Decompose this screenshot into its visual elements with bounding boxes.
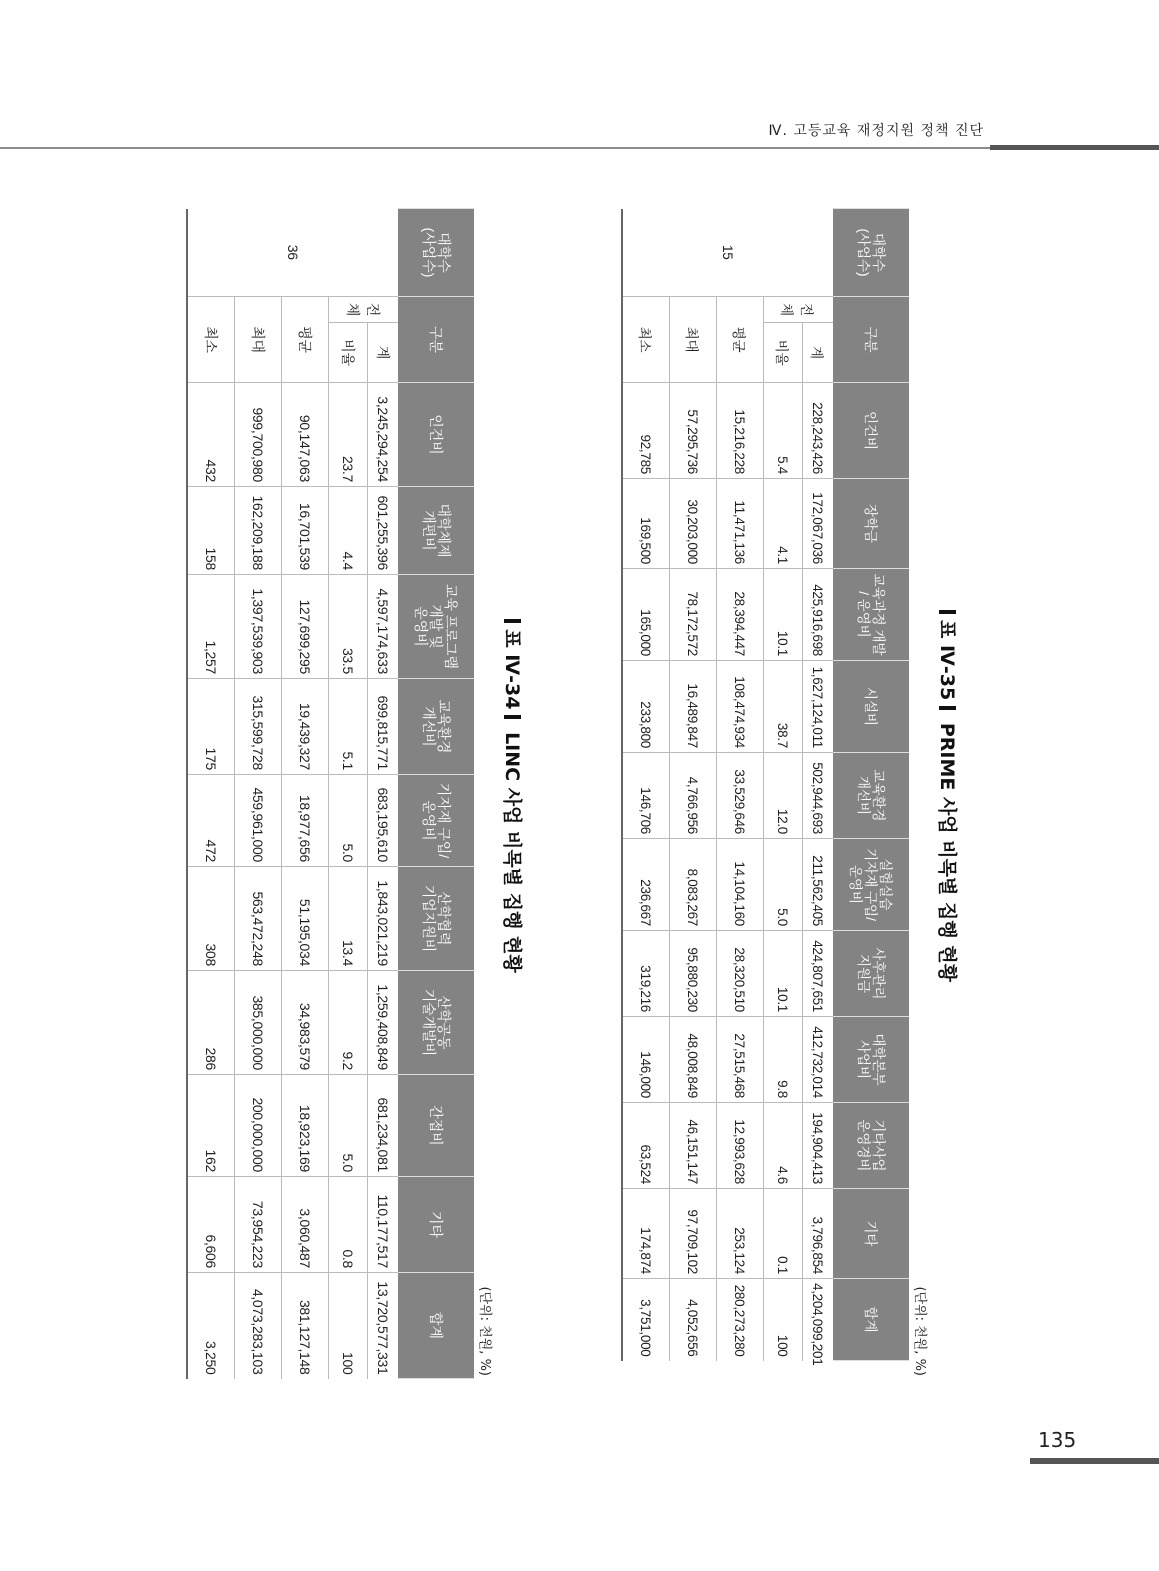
table-row — [282, 209, 329, 1379]
cell-value: 200,000,000 — [235, 1075, 282, 1177]
table-row — [235, 209, 282, 1379]
cell-value: 13.4 — [329, 867, 368, 971]
cell-value: 57,295,736 — [670, 383, 717, 479]
cell-value: 286 — [187, 971, 235, 1075]
cell-value: 385,000,000 — [235, 971, 282, 1075]
cell-value: 162 — [187, 1075, 235, 1177]
table-caption: PRIME 사업 비목별 집행 현황 — [936, 722, 958, 982]
cell-value: 92,785 — [622, 383, 670, 479]
cell-value: 97,709,102 — [670, 1189, 717, 1279]
column-header: 간접비 — [398, 1075, 474, 1177]
column-header: 교육환경 개선비 — [398, 679, 474, 775]
header-rule-accent — [990, 145, 1159, 150]
column-header: 합계 — [833, 1279, 909, 1361]
row-label: 비율 — [329, 323, 368, 383]
column-header: 기타사업 운영경비 — [833, 1103, 909, 1189]
cell-value: 46,151,147 — [670, 1103, 717, 1189]
cell-value: 1,257 — [187, 575, 235, 679]
cell-value: 4,204,099,201 — [803, 1279, 834, 1361]
prime-expense-table — [621, 208, 909, 1457]
cell-value: 90,147,063 — [282, 383, 329, 487]
cell-value: 162,209,188 — [235, 487, 282, 575]
cell-value: 10.1 — [764, 569, 803, 661]
cell-value: 5.4 — [764, 383, 803, 479]
cell-value: 681,234,081 — [368, 1075, 399, 1177]
column-header: 인건비 — [398, 383, 474, 487]
cell-value: 18,923,169 — [282, 1075, 329, 1177]
cell-value: 110,177,517 — [368, 1177, 399, 1273]
cell-value: 165,000 — [622, 569, 670, 661]
cell-value: 16,489,847 — [670, 661, 717, 753]
cell-value: 4,766,956 — [670, 753, 717, 839]
column-header: 교육 프로그램 개발 및 운영비 — [398, 575, 474, 679]
cell-value: 4,073,283,103 — [235, 1273, 282, 1379]
column-header: 시설비 — [833, 661, 909, 753]
row-label: 최대 — [670, 297, 717, 383]
cell-value: 28,320,510 — [717, 931, 764, 1017]
table-row — [803, 209, 834, 1457]
cell-value: 5.0 — [329, 775, 368, 867]
cell-value: 13,720,577,331 — [368, 1273, 399, 1379]
header-row — [833, 209, 909, 1457]
cell-value: 33,529,646 — [717, 753, 764, 839]
cell-value: 319,216 — [622, 931, 670, 1017]
cell-value: 233,800 — [622, 661, 670, 753]
cell-value: 425,916,698 — [803, 569, 834, 661]
column-header: 합계 — [398, 1273, 474, 1379]
cell-value: 95,880,230 — [670, 931, 717, 1017]
cell-value: 3,060,487 — [282, 1177, 329, 1273]
cell-value: 12,993,628 — [717, 1103, 764, 1189]
cell-value: 3,250 — [187, 1273, 235, 1379]
table-title — [929, 208, 965, 1378]
table-title — [494, 208, 530, 1378]
cell-value: 699,815,771 — [368, 679, 399, 775]
cell-value: 100 — [764, 1279, 803, 1361]
table-row — [670, 209, 717, 1457]
cell-value: 412,732,014 — [803, 1017, 834, 1103]
cell-value: 38.7 — [764, 661, 803, 753]
cell-value: 16,701,539 — [282, 487, 329, 575]
cell-value: 146,706 — [622, 753, 670, 839]
row-label: 평균 — [717, 297, 764, 383]
cell-value: 48,008,849 — [670, 1017, 717, 1103]
cell-value: 19,439,327 — [282, 679, 329, 775]
column-header: 사후관리 지원금 — [833, 931, 909, 1017]
cell-value: 9.2 — [329, 971, 368, 1075]
column-header: 인건비 — [833, 383, 909, 479]
table-row — [187, 209, 235, 1379]
cell-value: 63,524 — [622, 1103, 670, 1189]
footer-rule — [1030, 1458, 1159, 1464]
title-bar-icon — [939, 610, 956, 614]
cell-value: 34,983,579 — [282, 971, 329, 1075]
cell-value: 1,627,124,011 — [803, 661, 834, 753]
cell-value: 4,597,174,633 — [368, 575, 399, 679]
cell-value: 108,474,934 — [717, 661, 764, 753]
cell-value: 14,104,160 — [717, 839, 764, 931]
title-bar-icon — [504, 715, 521, 719]
row-label: 최소 — [622, 297, 670, 383]
table-row — [764, 209, 803, 1457]
cell-value: 27,515,468 — [717, 1017, 764, 1103]
cell-value: 169,500 — [622, 479, 670, 569]
cell-value: 308 — [187, 867, 235, 971]
cell-value: 9.8 — [764, 1017, 803, 1103]
table-number: 표 Ⅳ-35 — [936, 620, 958, 701]
cell-value: 472 — [187, 775, 235, 867]
cell-value: 12.0 — [764, 753, 803, 839]
cell-value: 683,195,610 — [368, 775, 399, 867]
table-block-prime — [621, 208, 965, 1378]
cell-value: 5.1 — [329, 679, 368, 775]
column-header: 교육환경 개선비 — [833, 753, 909, 839]
table-row — [717, 209, 764, 1457]
column-header: 교육과정 개발 / 운영비 — [833, 569, 909, 661]
cell-value: 4.4 — [329, 487, 368, 575]
cell-value: 424,807,651 — [803, 931, 834, 1017]
cell-value: 315,599,728 — [235, 679, 282, 775]
cell-value: 0.1 — [764, 1189, 803, 1279]
cell-value: 280,273,280 — [717, 1279, 764, 1361]
cell-value: 18,977,656 — [282, 775, 329, 867]
cell-value: 1,397,539,903 — [235, 575, 282, 679]
cell-value: 3,751,000 — [622, 1279, 670, 1361]
column-header: 산학공동 기술개발비 — [398, 971, 474, 1075]
column-header: 실험실습 기자재 구입/ 운영비 — [833, 839, 909, 931]
row-label: 비율 — [764, 323, 803, 383]
running-header: Ⅳ. 고등교육 재정지원 정책 진단 — [768, 123, 984, 139]
cell-value: 15,216,228 — [717, 383, 764, 479]
cell-value: 253,124 — [717, 1189, 764, 1279]
table-caption: LINC 사업 비목별 집행 현황 — [501, 732, 523, 973]
row-label: 계 — [368, 323, 399, 383]
column-header: 기자재 구입/ 운영비 — [398, 775, 474, 867]
cell-value: 51,195,034 — [282, 867, 329, 971]
cell-value: 78,172,572 — [670, 569, 717, 661]
cell-value: 127,699,295 — [282, 575, 329, 679]
cell-value: 4.6 — [764, 1103, 803, 1189]
cell-value: 502,944,693 — [803, 753, 834, 839]
table-row — [622, 209, 670, 1457]
cell-value: 8,083,267 — [670, 839, 717, 931]
table-row — [368, 209, 399, 1379]
table-number: 표 Ⅳ-34 — [501, 629, 523, 710]
cell-value: 3,796,854 — [803, 1189, 834, 1279]
university-count: 15 — [622, 209, 833, 297]
row-label: 최대 — [235, 297, 282, 383]
cell-value: 5.0 — [329, 1075, 368, 1177]
cell-value: 432 — [187, 383, 235, 487]
cell-value: 228,243,426 — [803, 383, 834, 479]
cell-value: 146,000 — [622, 1017, 670, 1103]
header-rule — [0, 147, 990, 149]
cell-value: 100 — [329, 1273, 368, 1379]
unit-note: (단위: 천원, %) — [912, 1286, 927, 1376]
unit-note: (단위: 천원, %) — [477, 1286, 492, 1376]
cell-value: 459,961,000 — [235, 775, 282, 867]
group-label: 전 체 — [764, 297, 834, 323]
cell-value: 4.1 — [764, 479, 803, 569]
row-label: 최소 — [187, 297, 235, 383]
cell-value: 1,843,021,219 — [368, 867, 399, 971]
column-header: 대학본부 사업비 — [833, 1017, 909, 1103]
column-header: 대학체제 개편비 — [398, 487, 474, 575]
cell-value: 0.8 — [329, 1177, 368, 1273]
title-bar-icon — [939, 706, 956, 710]
cell-value: 11,471,136 — [717, 479, 764, 569]
cell-value: 172,067,036 — [803, 479, 834, 569]
table-block-linc — [186, 208, 530, 1378]
cell-value: 601,255,396 — [368, 487, 399, 575]
column-header: 기타 — [398, 1177, 474, 1273]
linc-expense-table — [186, 208, 474, 1379]
column-header: 대학수 (사업수) — [833, 209, 909, 297]
title-bar-icon — [504, 619, 521, 623]
column-header: 구분 — [833, 297, 909, 383]
row-label: 평균 — [282, 297, 329, 383]
cell-value: 33.5 — [329, 575, 368, 679]
cell-value: 10.1 — [764, 931, 803, 1017]
cell-value: 1,259,408,849 — [368, 971, 399, 1075]
page-number: 135 — [1038, 1428, 1077, 1452]
cell-value: 4,052,656 — [670, 1279, 717, 1361]
cell-value: 175 — [187, 679, 235, 775]
column-header: 장학금 — [833, 479, 909, 569]
column-header: 구분 — [398, 297, 474, 383]
column-header: 산학협력 기업지원비 — [398, 867, 474, 971]
cell-value: 194,904,413 — [803, 1103, 834, 1189]
cell-value: 73,954,223 — [235, 1177, 282, 1273]
cell-value: 563,472,248 — [235, 867, 282, 971]
cell-value: 381,127,148 — [282, 1273, 329, 1379]
cell-value: 211,562,405 — [803, 839, 834, 931]
row-label: 계 — [803, 323, 834, 383]
column-header: 대학수 (사업수) — [398, 209, 474, 297]
cell-value: 174,874 — [622, 1189, 670, 1279]
university-count: 36 — [187, 209, 398, 297]
cell-value: 28,394,447 — [717, 569, 764, 661]
table-row — [329, 209, 368, 1379]
header-row — [398, 209, 474, 1379]
cell-value: 3,245,294,254 — [368, 383, 399, 487]
column-header: 기타 — [833, 1189, 909, 1279]
group-label: 전 체 — [329, 297, 399, 323]
cell-value: 30,203,000 — [670, 479, 717, 569]
cell-value: 999,700,980 — [235, 383, 282, 487]
cell-value: 23.7 — [329, 383, 368, 487]
cell-value: 236,667 — [622, 839, 670, 931]
cell-value: 158 — [187, 487, 235, 575]
cell-value: 5.0 — [764, 839, 803, 931]
cell-value: 6,606 — [187, 1177, 235, 1273]
